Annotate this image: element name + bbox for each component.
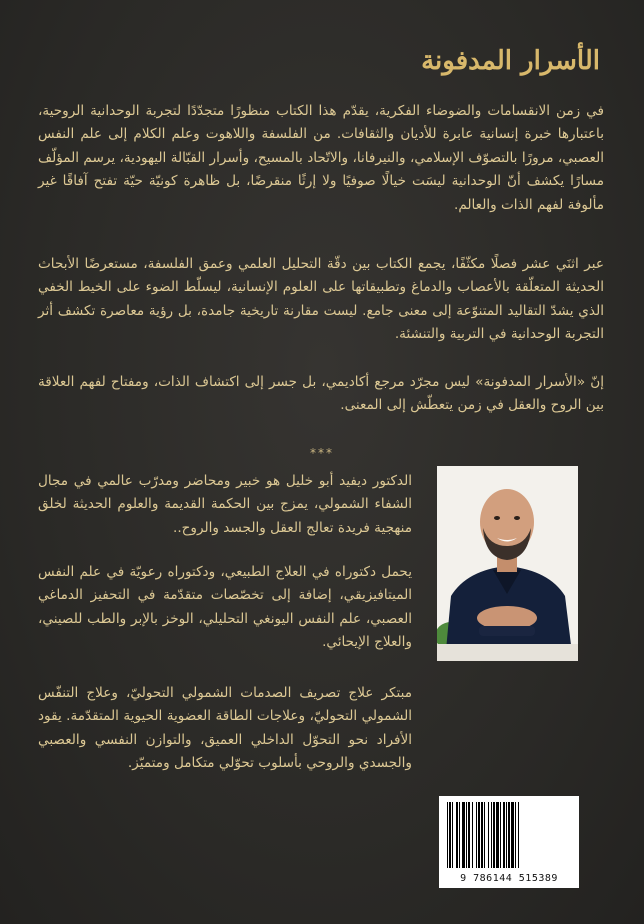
author-bio-paragraph-1: الدكتور ديفيد أبو خليل هو خبير ومحاضر ومدرّب عالمي في مجال الشفاء الشمولي، يمزج بين الحكمة القديمة والعلوم الحديثة لخلق منهجية فريدة تعالج العقل والجسد والروح..	[38, 473, 412, 536]
description-paragraph-3: إنّ «الأسرار المدفونة» ليس مجرّد مرجع أكاديمي، بل جسر إلى اكتشاف الذات، ومفتاح لفهم العلاقة بين الروح والعقل في زمن يتعطّش إلى المعنى.	[38, 374, 604, 414]
author-bio-paragraph-3: مبتكر علاج تصريف الصدمات الشمولي التحوليّ، وعلاج التنفّس الشمولي التحوليّ، وعلاجات الطاقة العضوية الحيوية المتقدّمة. يقود الأفراد نحو التحوّل الداخلي العميق، والتوازن النفسي والعصبي والجسدي والروحي بأسلوب تحوّلي متكامل ومتميّز.	[38, 685, 412, 772]
section-separator: ***	[310, 446, 334, 460]
author-photo	[437, 466, 578, 661]
description-paragraph-2: عبر اثنَي عشر فصلًا مكثّفًا، يجمع الكتاب بين دقّة التحليل العلمي وعمق الفلسفة، مستعرضًا الأبحاث الحديثة المتعلّقة بالأعصاب والدماغ وتطبيقاتها على العلوم الإنسانية، ليسلّط الضوء على الخيط الخفي الذي يشدّ التقاليد المتنوّعة إلى معنى جامع. ليست مقارنة تاريخية جامدة، بل رؤية معاصرة تكشف أثر التجربة الوحدانية في التربية والتنشئة.	[38, 256, 604, 343]
author-bio-paragraph-2: يحمل دكتوراه في العلاج الطبيعي، ودكتوراه رعويّة في علم النفس الميتافيزيقي، إضافة إلى تخصّصات متقدّمة في التحفيز الدماغي العصبي، علم النفس اليونغي التحليلي، الوخز بالإبر والطب للصيني، والعلاج الإيحائي.	[38, 564, 412, 651]
description-paragraph-1: في زمن الانقسامات والضوضاء الفكرية، يقدّم هذا الكتاب منظورًا متجدّدًا لتجربة الوحدانية الروحية، باعتبارها خبرة إنسانية عابرة للأديان والثقافات. من الفلسفة واللاهوت وعلم الكلام إلى علم النفس العصبي، مرورًا بالتصوّف الإسلامي، والنيرفانا، والاتّحاد بالمسيح، وأسرار القبّالة اليهودية، يرسم المؤلّف مسارًا يكشف أنّ الوحدانية ليسَت خيالًا صوفيًا ولا إرثًا منقرضًا، بل ظاهرة كونيّة حيّة تفتح آفاقًا غير مألوفة لفهم الذات والعالم.	[38, 103, 604, 213]
book-title: الأسرار المدفونة	[421, 46, 600, 76]
isbn-number: 9 786144 515389	[460, 873, 558, 884]
barcode-bar	[519, 802, 520, 868]
isbn-barcode	[439, 796, 579, 888]
author-portrait-illustration	[437, 466, 578, 661]
barcode-bars	[447, 802, 571, 868]
